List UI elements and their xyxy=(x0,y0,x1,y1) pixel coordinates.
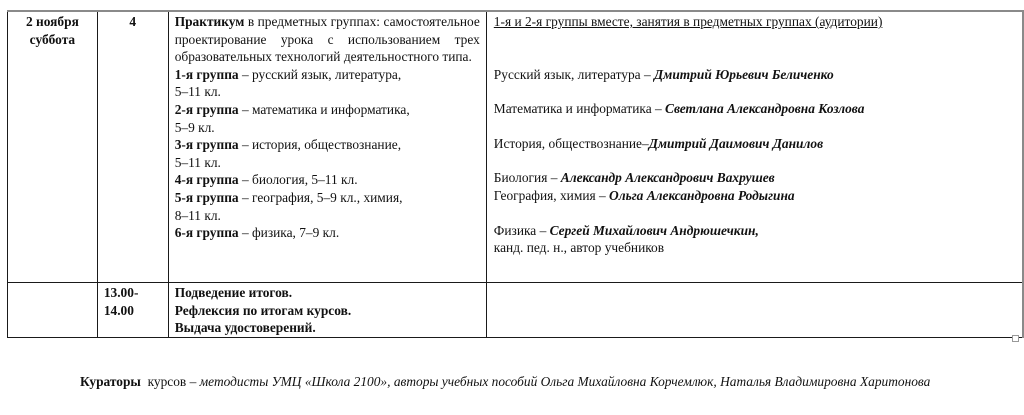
notes-cell xyxy=(486,11,1023,283)
teacher-item: Физика – Сергей Михайлович Андрюшечкин, xyxy=(493,222,759,238)
curators-label: Кураторы xyxy=(80,374,141,389)
date-cell xyxy=(8,11,98,283)
time-start: 13.00- xyxy=(103,285,139,300)
teacher-item: География, химия – Ольга Александровна Родыгина xyxy=(493,187,795,203)
teacher-name: Александр Александрович Вахрушев xyxy=(560,170,775,186)
activity-title: Практикум xyxy=(174,14,245,29)
hours-value: 4 xyxy=(129,14,137,29)
activity-description xyxy=(175,12,480,66)
teacher-name: Ольга Александровна Родыгина xyxy=(609,187,795,203)
group-item: 5-я группа – география, 5–9 кл., химия, 8–11 кл. xyxy=(174,189,403,223)
activity-title-rest: в предметных группах: самостоятельное проектирование урока с использованием трех образовательных технологий деятельностного типа. xyxy=(174,14,480,65)
date-day: 2 ноября xyxy=(25,14,79,29)
group-item: 6-я группа – физика, 7–9 кл. xyxy=(174,225,340,241)
teacher-item: История, обществознание–Дмитрий Даимович Данилов xyxy=(493,135,824,151)
group-item: 3-я группа – история, обществознание, 5–11 кл. xyxy=(174,137,402,170)
closing-line: Выдача удостоверений. xyxy=(174,320,316,336)
notes-cell-empty xyxy=(486,283,1023,338)
schedule-table xyxy=(7,10,1024,338)
teacher-name: Дмитрий Даимович Данилов xyxy=(648,135,824,151)
closing-line: Рефлексия по итогам курсов. xyxy=(174,302,352,318)
hours-cell xyxy=(97,11,168,283)
teacher-item: Биология – Александр Александрович Вахрушев xyxy=(493,170,775,186)
group-item: 2-я группа – математика и информатика, 5–9 кл. xyxy=(174,101,410,135)
teacher-credentials: канд. пед. н., автор учебников xyxy=(493,240,665,256)
activity-cell xyxy=(168,11,486,283)
teacher-name: Сергей Михайлович Андрюшечкин, xyxy=(549,222,759,238)
time-end: 14.00 xyxy=(103,302,134,318)
teacher-name: Дмитрий Юрьевич Беличенко xyxy=(654,66,834,82)
group-item: 1-я группа – русский язык, литература, 5–11 кл. xyxy=(174,66,402,100)
date-weekday: суббота xyxy=(29,31,76,47)
teacher-item: Математика и информатика – Светлана Александровна Козлова xyxy=(493,101,865,117)
closing-line: Подведение итогов. xyxy=(174,285,293,300)
date-cell-empty xyxy=(8,283,98,338)
group-item: 4-я группа – биология, 5–11 кл. xyxy=(174,172,358,188)
closing-activity-cell xyxy=(168,283,486,338)
notes-header: 1-я и 2-я группы вместе, занятия в предметных группах (аудитории) xyxy=(493,14,883,29)
table-resize-handle[interactable] xyxy=(1012,335,1019,342)
curators-word: курсов – xyxy=(140,374,200,389)
teacher-name: Светлана Александровна Козлова xyxy=(665,101,865,117)
table-row xyxy=(8,283,1024,338)
curators-text: методисты УМЦ «Школа 2100», авторы учебных пособий Ольга Михайловна Корчемлюк, Наталья Владимировна Харитонова xyxy=(199,374,931,389)
table-row xyxy=(8,11,1024,283)
curators-note xyxy=(80,372,1020,392)
time-cell xyxy=(97,283,168,338)
teacher-item: Русский язык, литература – Дмитрий Юрьевич Беличенко xyxy=(493,66,834,82)
